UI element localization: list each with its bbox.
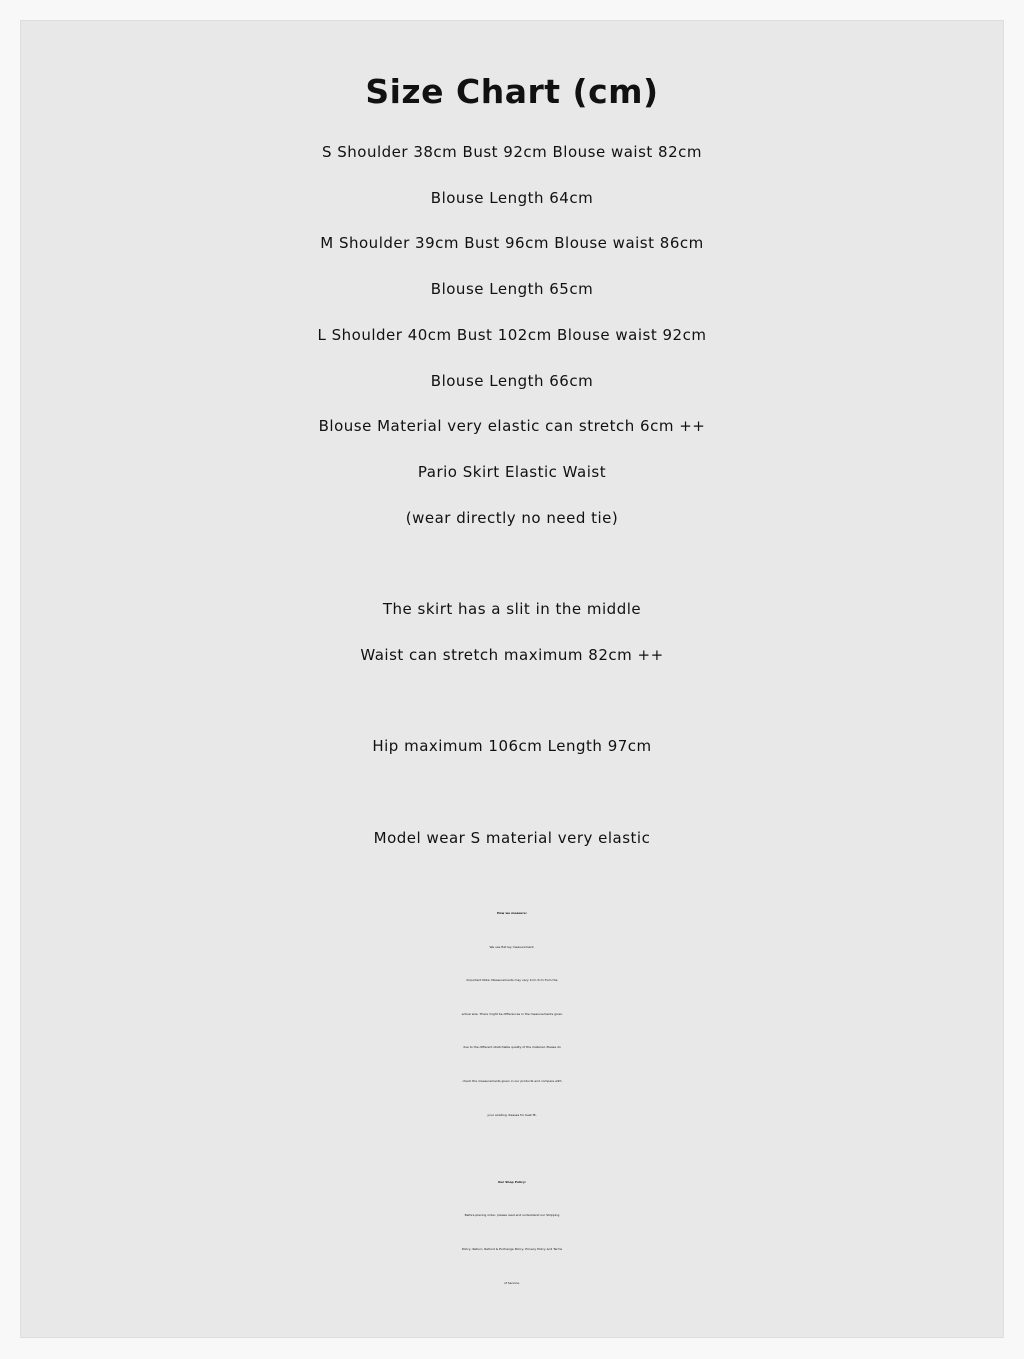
policy-heading: Our Shop Policy:	[497, 1179, 526, 1184]
skirt-slit-line: The skirt has a slit in the middle	[382, 600, 642, 619]
size-l-length-line: Blouse Length 66cm	[430, 371, 594, 390]
wear-directly-line: (wear directly no need tie)	[405, 508, 619, 527]
notes-section	[21, 897, 1003, 1300]
policy-line: Policy, Return, Refund & Exchange Policy, Privacy Policy and Terms	[461, 1246, 563, 1251]
spacer	[21, 541, 1003, 587]
size-chart-panel	[20, 20, 1004, 1338]
spacer	[21, 1132, 1003, 1166]
size-details	[21, 130, 1003, 861]
blouse-material-line: Blouse Material very elastic can stretch 6cm ++	[318, 417, 706, 436]
measure-heading: How we measure:	[496, 911, 528, 915]
measure-line: your existing dresses for best fit.	[487, 1112, 537, 1117]
size-l-line: L Shoulder 40cm Bust 102cm Blouse waist 92cm	[317, 325, 707, 344]
measure-line: check the measurements given in our products and compare with	[462, 1078, 562, 1083]
size-s-line: S Shoulder 38cm Bust 92cm Blouse waist 82cm	[321, 143, 703, 161]
measure-line: We use flat lay measurement.	[489, 944, 535, 949]
spacer	[21, 678, 1003, 724]
size-chart-title: Size Chart (cm)	[365, 72, 659, 111]
measure-line: actual size. There might be differences in the measurements given	[461, 1011, 563, 1016]
size-m-line: M Shoulder 39cm Bust 96cm Blouse waist 86cm	[320, 234, 704, 253]
pario-skirt-line: Pario Skirt Elastic Waist	[417, 462, 607, 481]
model-wear-line: Model wear S material very elastic	[373, 828, 651, 847]
hip-length-line: Hip maximum 106cm Length 97cm	[372, 737, 652, 756]
spacer	[21, 770, 1003, 816]
measure-line: Important Note: Measurements may vary 1cm-3cm from the	[466, 978, 558, 983]
size-s-length-line: Blouse Length 64cm	[430, 188, 594, 207]
policy-line: of Service.	[504, 1280, 520, 1285]
skirt-waist-line: Waist can stretch maximum 82cm ++	[360, 645, 664, 664]
measure-line: due to the different stretchable quality of the material. Please do	[463, 1045, 561, 1050]
size-m-length-line: Blouse Length 65cm	[430, 280, 594, 299]
policy-line: Before placing order, please read and understand our Shipping	[464, 1213, 560, 1218]
